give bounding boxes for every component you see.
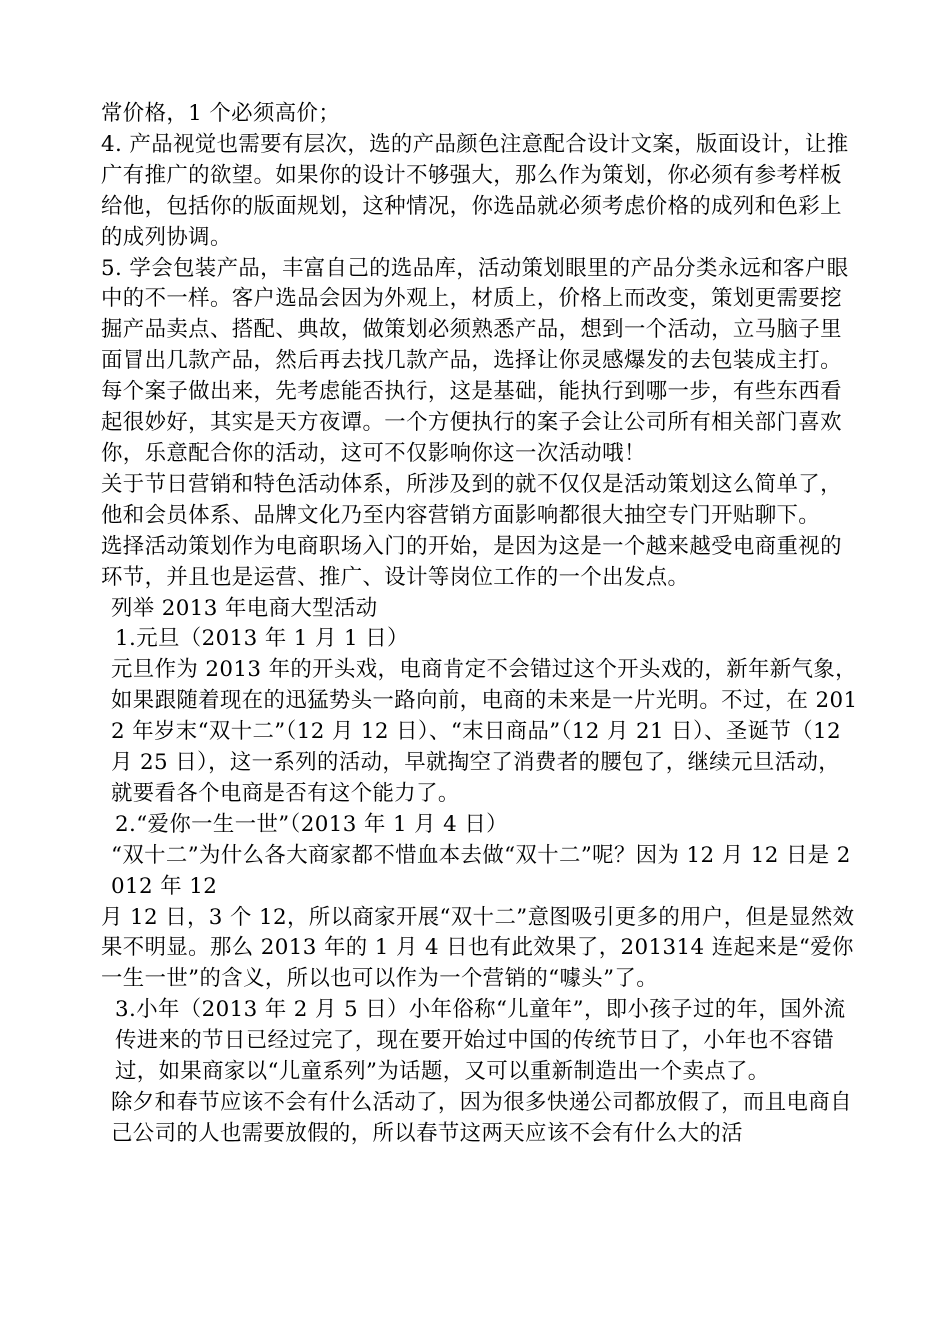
event-heading-love-you-forever: 2.“爱你一生一世”（2013 年 1 月 4 日） [115, 811, 508, 837]
document-body [101, 99, 861, 1150]
paragraph-holiday-marketing: 关于节日营销和特色活动体系，所涉及到的就不仅仅是活动策划这么简单了，他和会员体系、品牌文化乃至内容营销方面影响都很大抽空专门开贴聊下。 [101, 471, 842, 528]
paragraph-point-5: 5. 学会包装产品，丰富自己的选品库，活动策划眼里的产品分类永远和客户眼中的不一样。客户选品会因为外观上，材质上，价格上而改变，策划更需要挖掘产品卖点、搭配、典故，做策划必须熟悉产品，想到一个活动，立马脑子里面冒出几款产品，然后再去找几款产品，选择让你灵感爆发的去包装成主打。 [101, 255, 849, 374]
event-heading-new-year: 1.元旦（2013 年 1 月 1 日） [115, 626, 409, 652]
paragraph-double-twelve-cont: 月 12 日，3 个 12，所以商家开展“双十二”意图吸引更多的用户，但是显然效果不明显。那么 2013 年的 1 月 4 日也有此效果了，201314 连起来是“爱你一生一世”的含义，所以也可以作为一个营销的“噱头”了。 [101, 904, 855, 992]
paragraph-new-year: 元旦作为 2013 年的开头戏，电商肯定不会错过这个开头戏的，新年新气象，如果跟随着现在的迅猛势头一路向前，电商的未来是一片光明。不过，在 2012 年岁末“双十二”（12 月 12 日）、“末日商品”（12 月 21 日）、圣诞节（12 月 25 日），这一系列的活动，早就掏空了消费者的腰包了，继续元旦活动，就要看各个电商是否有这个能力了。 [111, 657, 858, 806]
paragraph-point-4: 4. 产品视觉也需要有层次，选的产品颜色注意配合设计文案，版面设计，让推广有推广的欲望。如果你的设计不够强大，那么作为策划，你必须有参考样板给他，包括你的版面规划，这种情况，你选品就必须考虑价格的成列和色彩上的成列协调。 [101, 131, 849, 250]
paragraph-little-new-year: 3.小年（2013 年 2 月 5 日）小年俗称“儿童年”，即小孩子过的年，国外流传进来的节日已经过完了，现在要开始过中国的传统节日了，小年也不容错过，如果商家以“儿童系列”为话题，又可以重新制造出一个卖点了。 [115, 997, 846, 1085]
paragraph-double-twelve: “双十二”为什么各大商家都不惜血本去做“双十二”呢？因为 12 月 12 日是 2012 年 12 [111, 842, 851, 899]
paragraph-continuation: 常价格，1 个必须高价； [101, 101, 341, 126]
paragraph-career-entry: 选择活动策划作为电商职场入门的开始，是因为这是一个越来越受电商重视的环节，并且也是运营、推广、设计等岗位工作的一个出发点。 [101, 533, 842, 590]
paragraph-spring-festival: 除夕和春节应该不会有什么活动了，因为很多快递公司都放假了，而且电商自己公司的人也需要放假的，所以春节这两天应该不会有什么大的活 [111, 1090, 852, 1146]
paragraph-execution: 每个案子做出来，先考虑能否执行，这是基础，能执行到哪一步，有些东西看起很妙好，其实是天方夜谭。一个方便执行的案子会让公司所有相关部门喜欢你，乐意配合你的活动，这可不仅影响你这一次活动哦！ [101, 379, 842, 466]
section-heading-2013-events: 列举 2013 年电商大型活动 [111, 595, 378, 621]
